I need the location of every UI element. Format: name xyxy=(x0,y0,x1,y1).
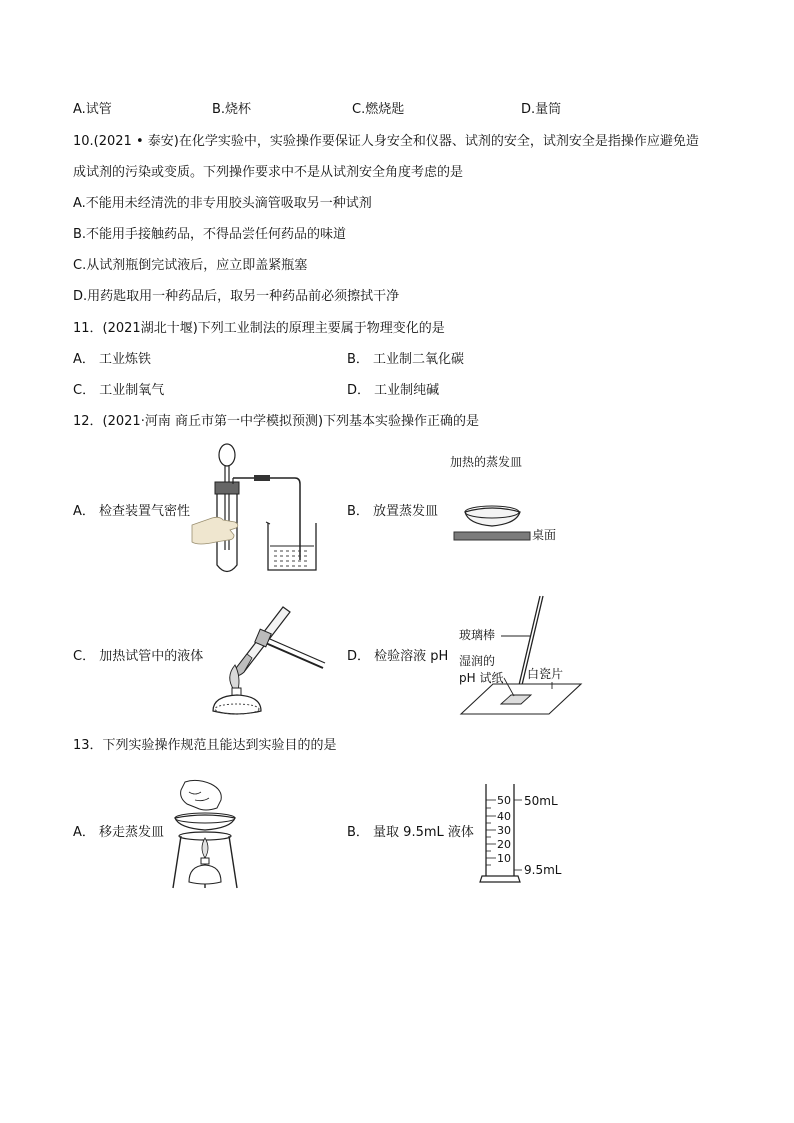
q10-option-d: D.用药匙取用一种药品后，取另一种药品前必须擦拭干净 xyxy=(73,289,400,304)
q9-option-b: B.烧杯 xyxy=(212,102,252,117)
q11-stem: 11．(2021湖北十堰)下列工业制法的原理主要属于物理变化的是 xyxy=(73,321,445,336)
q11-option-a: A． 工业炼铁 xyxy=(73,352,152,367)
cylinder-tick-10: 10 xyxy=(497,852,511,865)
ph-test-figure xyxy=(457,592,587,722)
q9-option-d: D.量筒 xyxy=(521,102,562,117)
q12-option-d: D． 检验溶液 pH xyxy=(347,649,449,664)
cylinder-tick-50: 50 xyxy=(497,794,511,807)
q12-option-c: C． 加热试管中的液体 xyxy=(73,649,204,664)
q12-stem: 12．(2021·河南 商丘市第一中学模拟预测)下列基本实验操作正确的是 xyxy=(73,414,480,429)
ph-paper-label-line1: 湿润的 xyxy=(459,654,496,668)
q9-option-a: A.试管 xyxy=(73,102,112,117)
q9-option-c: C.燃烧匙 xyxy=(352,102,405,117)
q11-option-d: D． 工业制纯碱 xyxy=(347,383,440,398)
q12-option-b: B． 放置蒸发皿 xyxy=(347,504,439,519)
airtightness-check-figure xyxy=(190,440,320,575)
cylinder-tick-20: 20 xyxy=(497,838,511,851)
cylinder-tick-30: 30 xyxy=(497,824,511,837)
white-plate-label: 白瓷片 xyxy=(527,667,564,681)
q10-option-b: B.不能用手接触药品，不得品尝任何药品的味道 xyxy=(73,227,347,242)
cylinder-label-9-5ml: 9.5mL xyxy=(524,863,562,877)
q11-option-b: B． 工业制二氧化碳 xyxy=(347,352,465,367)
heated-dish-label: 加热的蒸发皿 xyxy=(450,455,523,469)
ph-paper-label-line2: pH 试纸 xyxy=(459,671,504,685)
heating-test-tube-figure xyxy=(205,595,330,720)
q10-stem-line2: 成试剂的污染或变质。下列操作要求中不是从试剂安全角度考虑的是 xyxy=(73,165,464,180)
glass-rod-label: 玻璃棒 xyxy=(459,628,496,642)
q13-stem: 13．下列实验操作规范且能达到实验目的的是 xyxy=(73,738,337,753)
q12-option-a: A． 检查装置气密性 xyxy=(73,504,191,519)
q13-option-b: B． 量取 9.5mL 液体 xyxy=(347,825,474,840)
q11-option-c: C． 工业制氧气 xyxy=(73,383,165,398)
q10-stem-line1: 10.(2021 • 泰安)在化学实验中，实验操作要保证人身安全和仪器、试剂的安全，试剂安全是指操作应避免造 xyxy=(73,134,699,149)
cylinder-label-50ml: 50mL xyxy=(524,794,558,808)
evaporating-dish-figure xyxy=(448,452,578,547)
cylinder-tick-40: 40 xyxy=(497,810,511,823)
graduated-cylinder-figure xyxy=(478,778,578,888)
remove-evaporating-dish-figure xyxy=(165,778,245,893)
tabletop-label: 桌面 xyxy=(532,528,557,542)
q13-option-a: A． 移走蒸发皿 xyxy=(73,825,165,840)
q10-option-a: A.不能用未经清洗的非专用胶头滴管吸取另一种试剂 xyxy=(73,196,372,211)
q10-option-c: C.从试剂瓶倒完试液后，应立即盖紧瓶塞 xyxy=(73,258,308,273)
